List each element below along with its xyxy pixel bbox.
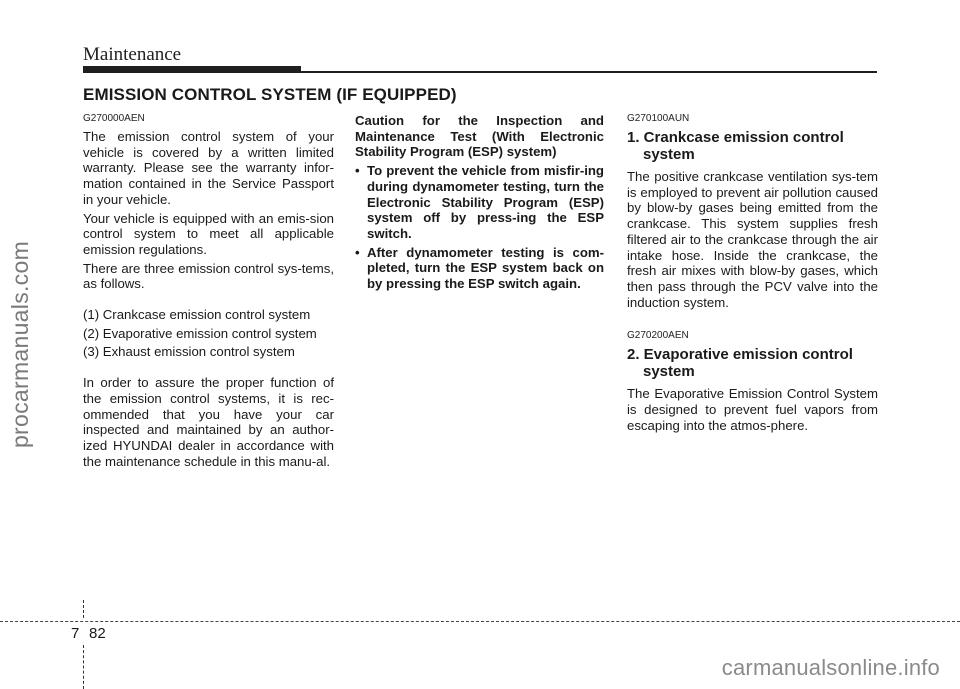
subheading-line: 1. Crankcase emission control bbox=[627, 129, 844, 146]
column-2 bbox=[355, 113, 604, 295]
paragraph-three-systems: There are three emission control sys-tems, as follows. bbox=[83, 260, 334, 292]
bottom-watermark: carmanualsonline.info bbox=[721, 655, 940, 680]
subheading-line: 2. Evaporative emission control bbox=[627, 346, 853, 364]
caution-bullet bbox=[355, 163, 604, 242]
bullet-icon: • bbox=[355, 163, 360, 179]
side-watermark-text: procarmanuals.com bbox=[7, 240, 34, 449]
caution-title: Caution for the Inspection and Maintenance Test (With Electronic Stability Program (ESP) system) bbox=[355, 113, 604, 160]
footer-rule-horizontal bbox=[0, 621, 960, 622]
footer-rule-vertical bbox=[83, 645, 84, 689]
subheading-line: system bbox=[643, 146, 695, 163]
section-code: G270200AEN bbox=[627, 330, 689, 342]
paragraph-equipped: Your vehicle is equipped with an emis-sion control system to meet all applicable emission regulations. bbox=[83, 210, 334, 257]
section-heading: EMISSION CONTROL SYSTEM (IF EQUIPPED) bbox=[83, 85, 457, 104]
subheading-evaporative bbox=[627, 346, 878, 380]
caution-bullet bbox=[355, 245, 604, 292]
bullet-icon: • bbox=[355, 244, 360, 260]
header-rule-thick bbox=[83, 66, 301, 73]
paragraph-crankcase: The positive crankcase ventilation sys-tem is employed to prevent air pollution caused by blow-by gases being emitted from the crankcase. This system supplies fresh filtered air to the crankcase through the air intake hose. Inside the crankcase, the fresh air mixes with blow-by gases, which then pass through the PCV valve into the induction system. bbox=[627, 169, 878, 310]
column-1 bbox=[83, 112, 334, 472]
bullet-text: After dynamometer testing is com-pleted, turn the ESP system back on by pressing the ESP switch again. bbox=[367, 244, 604, 292]
side-watermark bbox=[3, 0, 39, 689]
list-item: (3) Exhaust emission control system bbox=[83, 344, 295, 360]
bullet-text: To prevent the vehicle from misfir-ing during dynamometer testing, turn the Electronic Stability Program (ESP) system off by press-ing the ESP switch. bbox=[367, 163, 604, 241]
paragraph-maintenance: In order to assure the proper function of the emission control systems, it is rec-ommended that you have your car inspected and maintained by an author-ized HYUNDAI dealer in accordance with the maintenance schedule in this manu-al. bbox=[83, 375, 334, 469]
header-title: Maintenance bbox=[83, 44, 182, 65]
page-number: 82 bbox=[89, 625, 106, 642]
subheading-crankcase bbox=[627, 129, 878, 163]
chapter-number: 7 bbox=[71, 625, 80, 642]
header-rule-thin bbox=[301, 71, 877, 73]
section-code: G270100AUN bbox=[627, 113, 690, 124]
paragraph-warranty: The emission control system of your vehicle is covered by a written limited warranty. Please see the warranty infor-mation contained in the Service Passport in your vehicle. bbox=[83, 129, 334, 207]
footer-rule-vertical bbox=[83, 600, 84, 618]
column-3 bbox=[627, 112, 878, 436]
paragraph-evaporative: The Evaporative Emission Control System is designed to prevent fuel vapors from escaping into the atmos-phere. bbox=[627, 386, 878, 433]
subheading-line: system bbox=[643, 363, 695, 381]
section-code: G270000AEN bbox=[83, 113, 145, 124]
list-item: (2) Evaporative emission control system bbox=[83, 325, 317, 341]
list-item: (1) Crankcase emission control system bbox=[83, 307, 311, 323]
